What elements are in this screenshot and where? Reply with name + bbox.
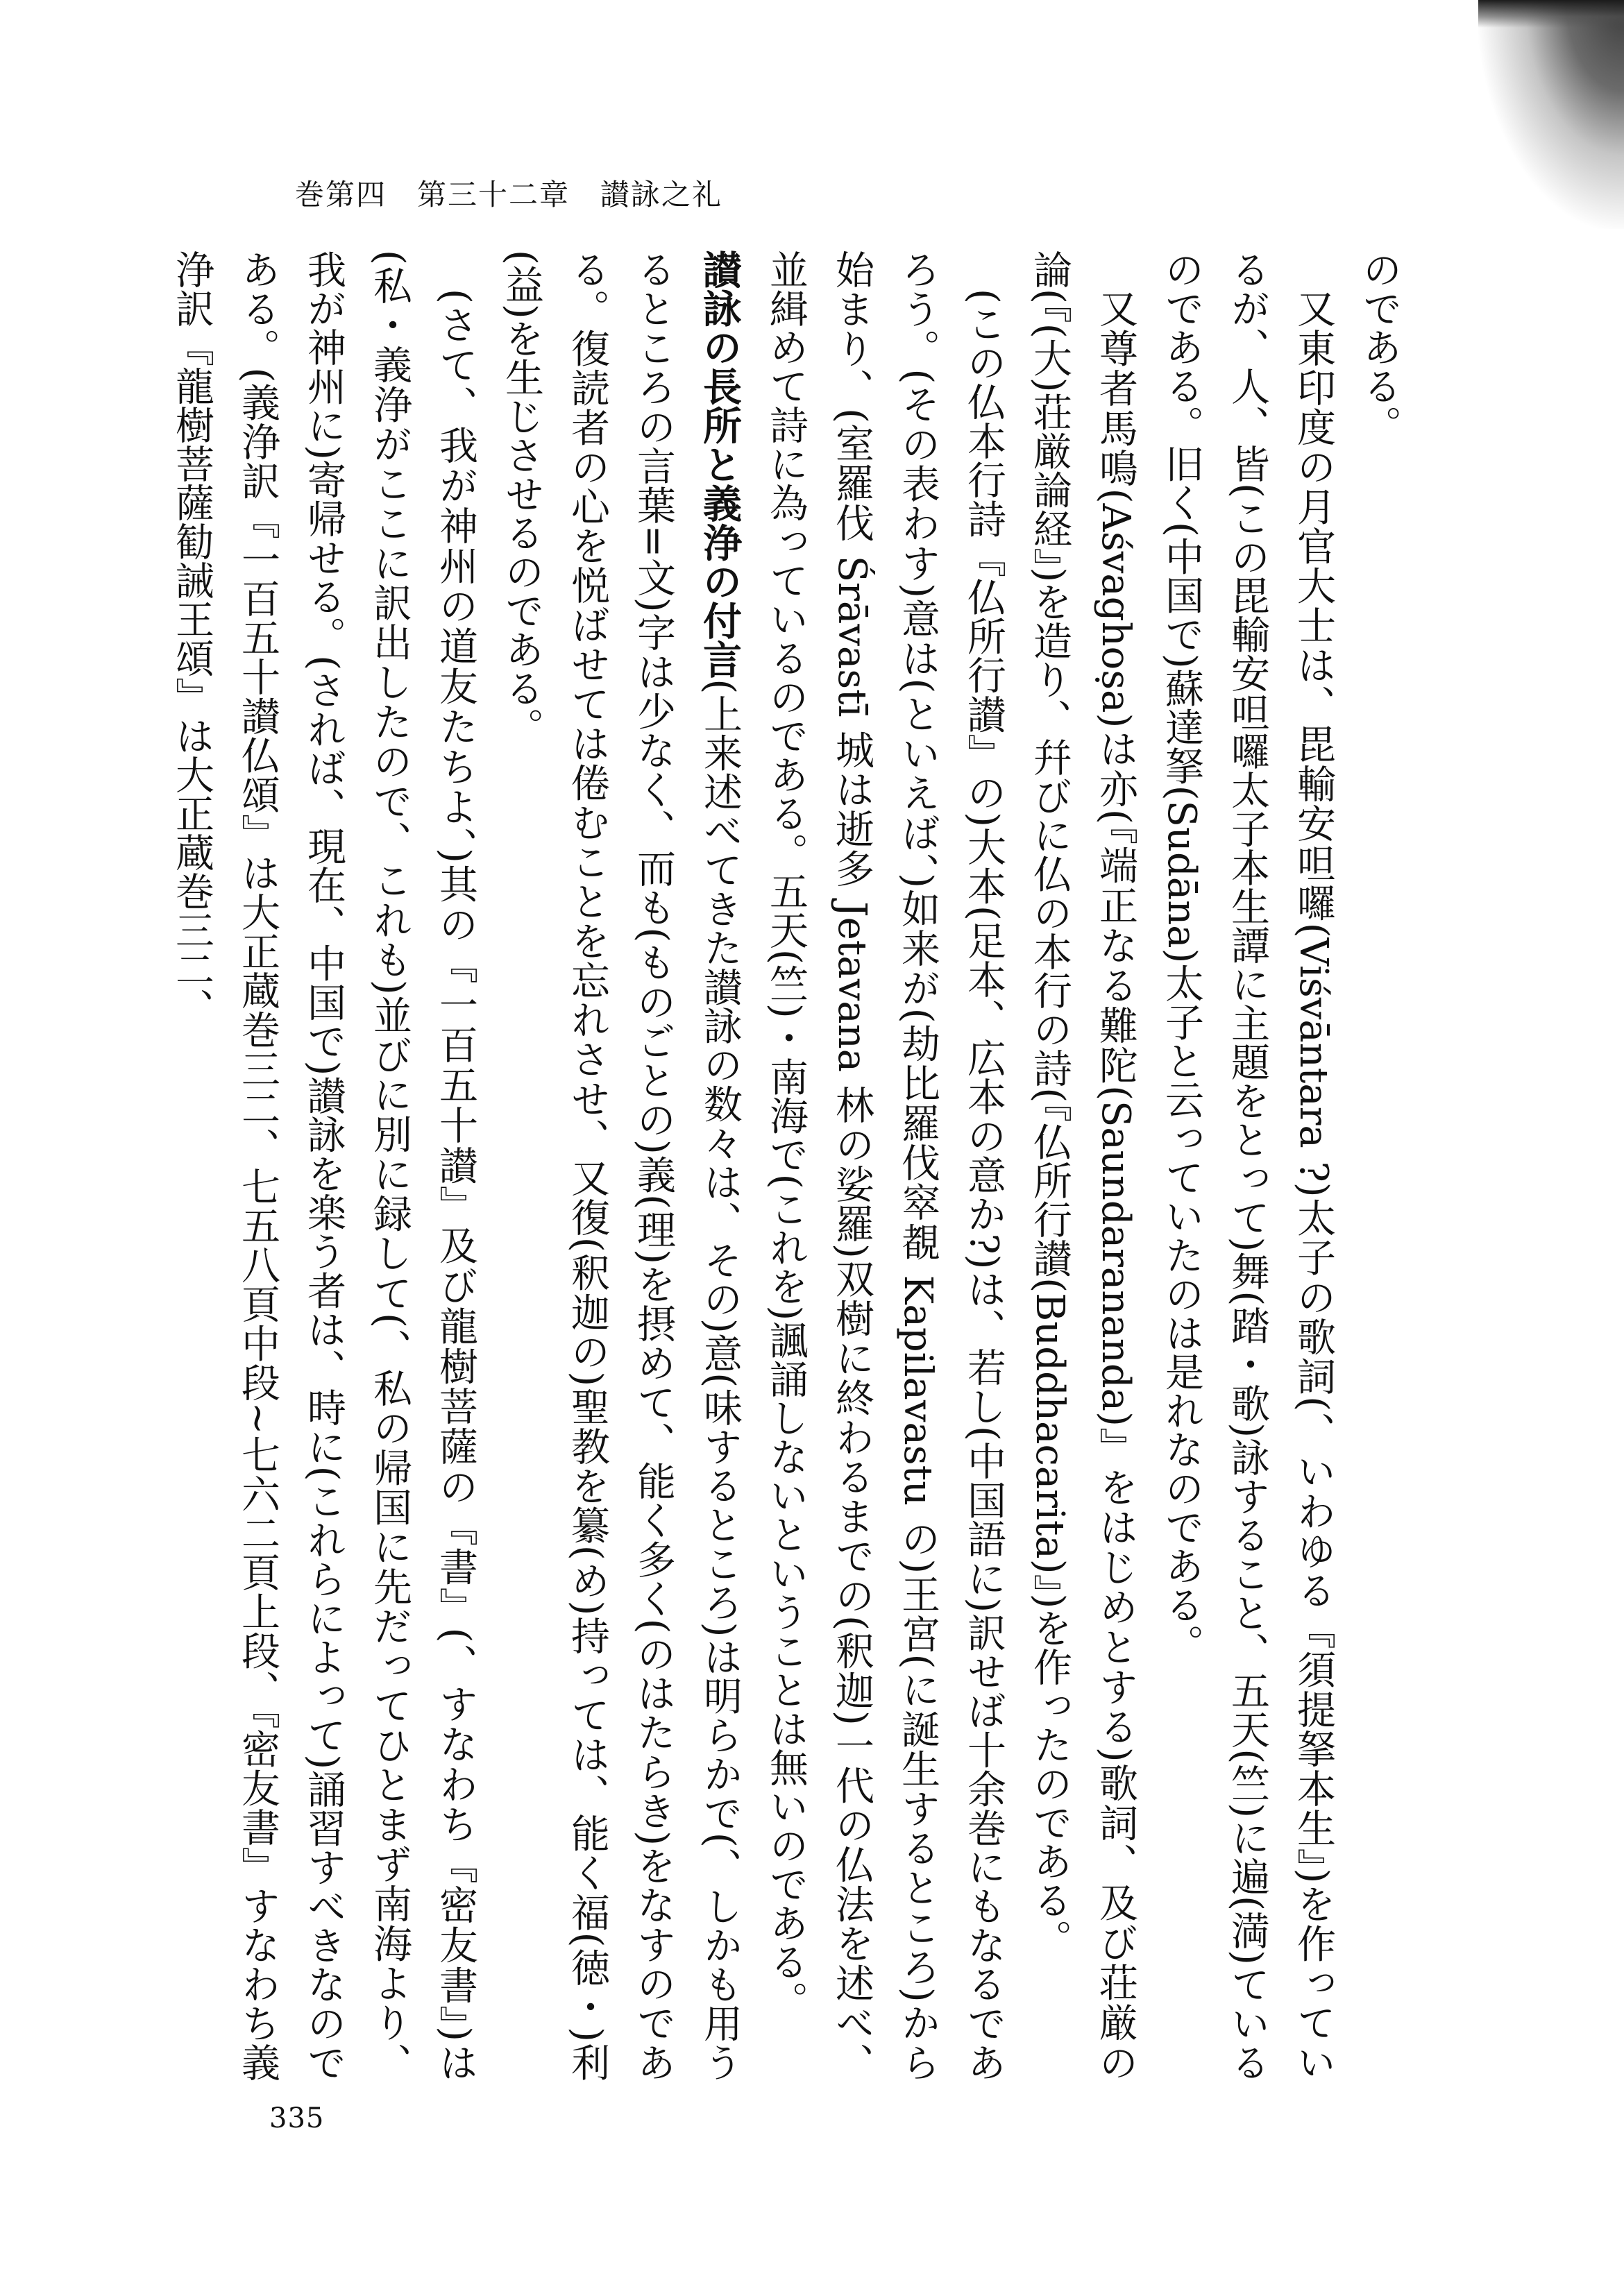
scan-edge-shadow xyxy=(1478,0,1624,229)
paragraph: 又東印度の月官大士は、毘輸安呾囉(Viśvāntara ?)太子の歌詞(、いわゆる『須提拏本生』)を作っているが、人、皆(この毘輸安呾囉太子本生譚に主題をとって)舞(踏・歌)詠すること、五天(竺)に遍(満)ているのである。旧く(中国で)蘇達拏(Sudāna)太子と云っていたのは是れなのである。 xyxy=(1159,250,1336,2082)
paragraph-continuation: (上来述べてきた讃詠の数々は、その)意(味するところ)は明らかで(、しかも用うるところの言葉=文)字は少なく、而も(ものごとの)義(理)を摂めて、能く多く(のはたらき)をなすのである。復読者の心を悦ばせては倦むことを忘れさせ、又復(釈迦の)聖教を纂(め)持っては、能く福(徳・)利(益)を生じさせるのである。 xyxy=(499,250,743,2082)
paragraph: (さて、我が神州の道友たちよ、)其の『一百五十讃』及び龍樹菩薩の『書』(、すなわち『密友書』)は(私・義浄がここに訳出したので、これも)並びに別に録して(、私の帰国に先だってひとまず南海より、我が神州に)寄帰せる。(されば、現在、中国で)讃詠を楽う者は、時に(これらによって)誦習すべきなのである。(義浄訳『一百五十讃仏頌』は大正蔵巻三二、七五八頁中段~七六二頁上段、『密友書』すなわち義浄訳『龍樹菩薩勧誡王頌』は大正蔵巻三二、 xyxy=(169,250,478,2082)
paragraph: 又尊者馬鳴(Aśvaghoṣa)は亦(『端正なる難陀(Saundarananda)』をはじめとする)歌詞、及び荘厳の論(『(大)荘厳論経』)を造り、幷びに仏の本行の詩(『仏所行讃(Buddhacarita)』)を作ったのである。 xyxy=(1027,250,1138,2082)
paragraph: のである。 xyxy=(1357,250,1402,444)
body-text xyxy=(169,250,1412,2082)
section-heading: 讃詠の長所と義浄の付言 xyxy=(697,250,743,679)
paragraph: (この仏本行詩『仏所行讃』の)大本(足本、広本の意か?)は、若し(中国語に)訳せば十余巻にもなるであろう。(その表わす)意は(といえば、)如来が(劫比羅伐窣覩 Kapilavastu の)王宮(に誕生するところ)から始まり、(室羅伐 Śrāvastī 城は逝多 Jetavana 林の娑羅)双樹に終わるまでの(釈迦)一代の仏法を述べ、並緝めて詩に為っているのである。五天(竺)・南海で(これを)諷誦しないということは無いのである。 xyxy=(763,250,1006,2082)
page-number: 335 xyxy=(269,2102,325,2134)
running-head: 巻第四 第三十二章 讃詠之礼 xyxy=(295,178,723,212)
section-paragraph xyxy=(489,250,753,2082)
